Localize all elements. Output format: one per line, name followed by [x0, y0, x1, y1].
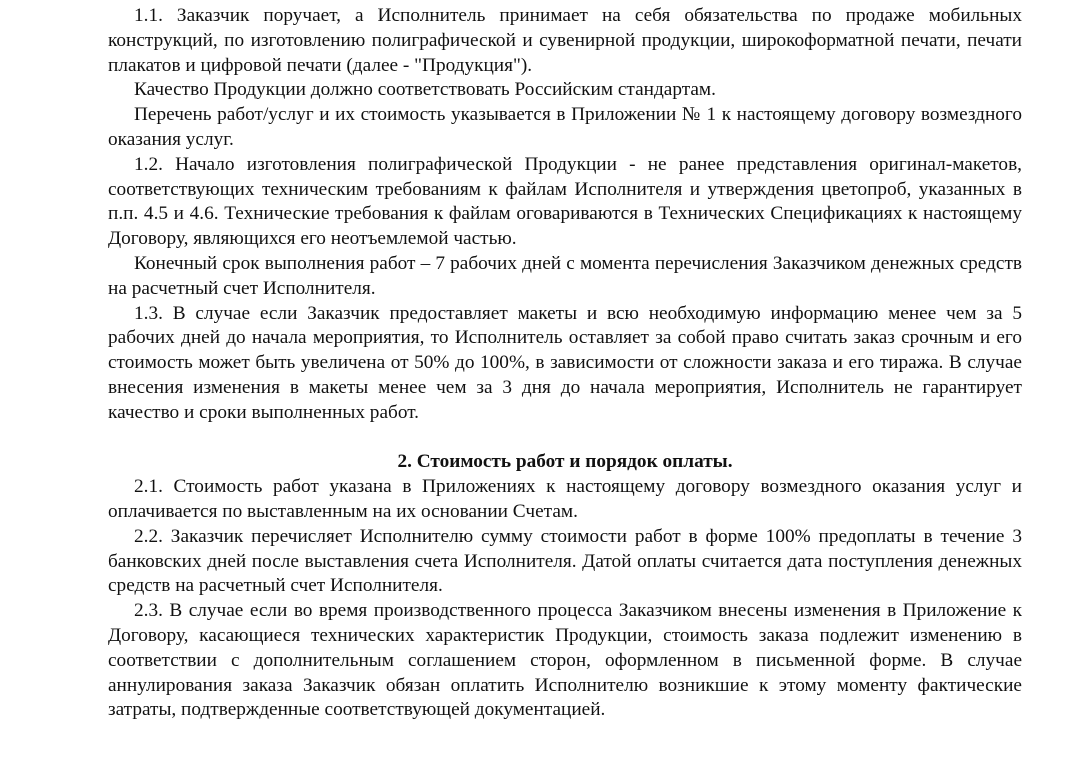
clause-2-1: 2.1. Стоимость работ указана в Приложениях к настоящему договору возмездного оказания услуг и оплачивается по выставленным на их основании Счетам. — [108, 476, 1022, 522]
clause-1-1: 1.1. Заказчик поручает, а Исполнитель принимает на себя обязательства по продаже мобильных конструкций, по изготовлению полиграфической и сувенирной продукции, широкоформатной печати, печати плакатов и цифровой печати (далее - "Продукция"). — [108, 5, 1022, 76]
document-page — [108, 0, 1022, 723]
section-spacer — [108, 426, 1022, 451]
clause-1-2-deadline: Конечный срок выполнения работ – 7 рабочих дней с момента перечисления Заказчиком денежных средств на расчетный счет Исполнителя. — [108, 252, 1022, 299]
clause-2-2: 2.2. Заказчик перечисляет Исполнителю сумму стоимости работ в форме 100% предоплаты в течение 3 банковских дней после выставления счета Исполнителя. Датой оплаты считается дата поступления денежных средств на расчетный счет Исполнителя. — [108, 525, 1022, 597]
cut-off-heading-text — [487, 0, 644, 1]
clause-1-1-quality: Качество Продукции должно соответствовать Российским стандартам. — [134, 79, 716, 101]
clause-2-3: 2.3. В случае если во время производственного процесса Заказчиком внесены изменения в Приложение к Договору, касающиеся технических характеристик Продукции, стоимость заказа подлежит изменению в соответствии с дополнительным соглашением сторон, оформленном в письменной форме. В случае аннулирования заказа Заказчик обязан оплатить Исполнителю возникшие к этому моменту фактические затраты, подтвержденные соответствующей документацией. — [108, 600, 1022, 721]
section-2-heading: 2. Стоимость работ и порядок оплаты. — [397, 451, 733, 473]
clause-1-3: 1.3. В случае если Заказчик предоставляет макеты и всю необходимую информацию менее чем за 5 рабочих дней до начала мероприятия, то Исполнитель оставляет за собой право считать заказ срочным и его стоимость может быть увеличена от 50% до 100%, в зависимости от сложности заказа и его тиража. В случае внесения изменения в макеты менее чем за 3 дня до начала мероприятия, Исполнитель не гарантирует качество и сроки выполненных работ. — [108, 302, 1022, 423]
clause-1-1-list: Перечень работ/услуг и их стоимость указывается в Приложении № 1 к настоящему договору возмездного оказания услуг. — [108, 104, 1022, 150]
clause-1-2: 1.2. Начало изготовления полиграфической Продукции - не ранее представления оригинал-макетов, соответствующих техническим требованиям к файлам Исполнителя и утверждения цветопроб, указанных в п.п. 4.5 и 4.6. Технические требования к файлам оговариваются в Технических Спецификациях к настоящему Договору, являющихся его неотъемлемой частью. — [108, 153, 1022, 250]
